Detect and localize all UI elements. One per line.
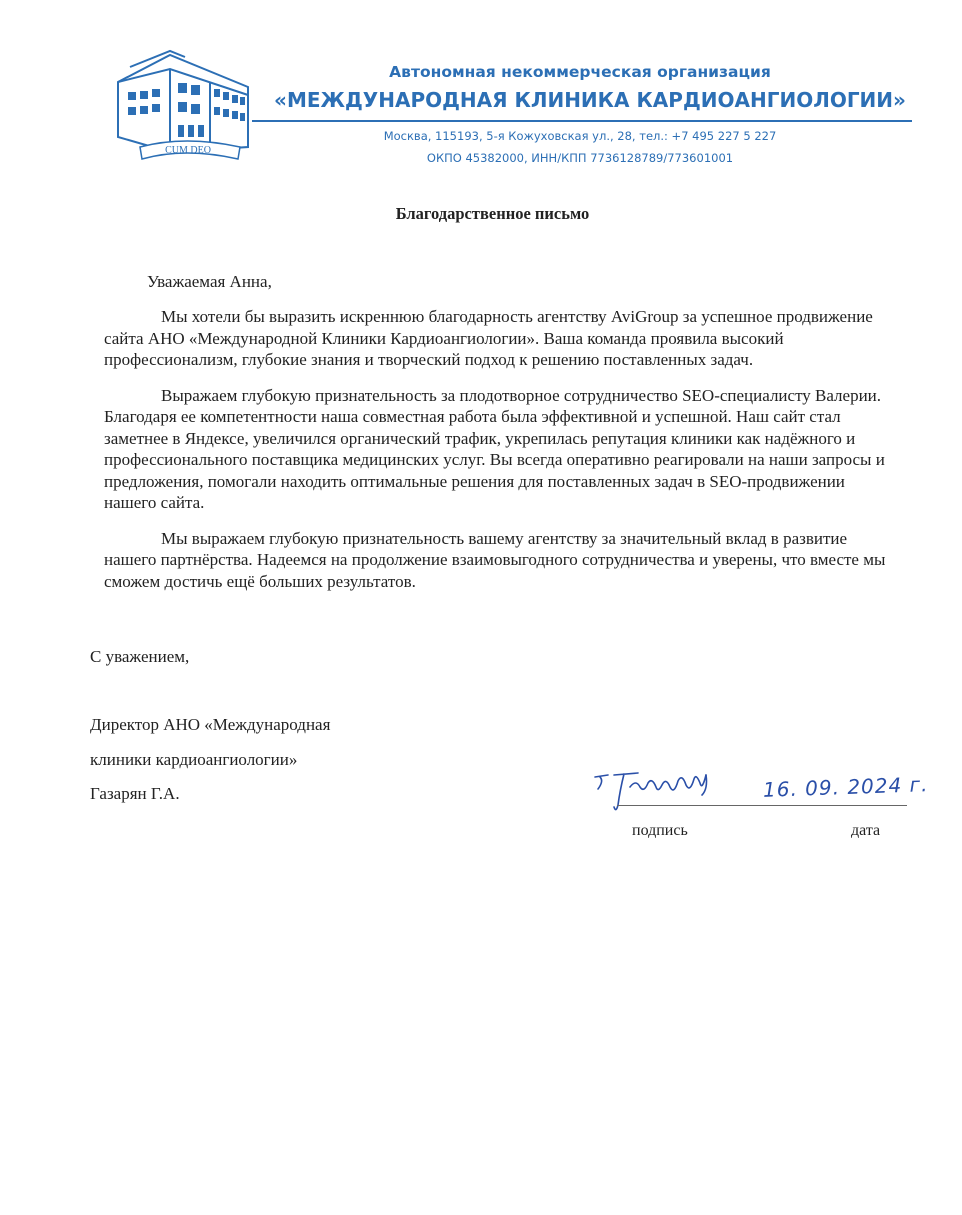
- clinic-building-logo: [110, 47, 260, 165]
- paragraph: Мы выражаем глубокую признательность вашему агентству за значительный вклад в развитие нашего партнёрства. Надеемся на продолжение взаимовыгодного сотрудничества и уверены, что вместе мы сможем достичь ещё больших результатов.: [104, 528, 886, 591]
- signatory-position-line1: Директор АНО «Международная: [90, 714, 331, 734]
- signature-line: [617, 805, 907, 806]
- closing: С уважением,: [90, 647, 190, 666]
- signatory-position-line2: клиники кардиоангиологии»: [90, 750, 298, 769]
- date-label: дата: [851, 822, 881, 839]
- logo-motto: CUM DEO: [165, 145, 211, 156]
- signatory-name: Газарян Г.А.: [90, 783, 180, 803]
- greeting: Уважаемая Анна,: [147, 271, 272, 291]
- paragraph: Мы хотели бы выразить искреннюю благодарность агентству AviGroup за успешное продвижение сайта АНО «Международной Клиники Кардиоангиологии». Ваша команда проявила высокий профессионализм, глубокие знания и творческий подход к решению поставленных задач.: [104, 307, 873, 369]
- signature-block: [585, 765, 935, 845]
- letter-title: Благодарственное письмо: [395, 204, 590, 223]
- letterhead-divider: [252, 120, 912, 122]
- letter-body: [90, 203, 895, 804]
- handwritten-date: 16. 09. 2024 г.: [762, 772, 929, 802]
- org-requisites: ОКПО 45382000, ИНН/КПП 7736128789/773601001: [426, 151, 734, 165]
- org-type: Автономная некоммерческая организация: [389, 63, 771, 81]
- org-address: Москва, 115193, 5-я Кожуховская ул., 28, тел.: +7 495 227 5 227: [383, 129, 777, 143]
- signature-label: подпись: [632, 822, 688, 839]
- paragraph: Выражаем глубокую признательность за плодотворное сотрудничество SEO-специалисту Валерии. Благодаря ее компетентности наша совместная работа была эффективной и успешной. Наш сайт стал заметнее в Яндексе, увеличился органический трафик, укрепилась репутация клиники как надёжного и профессионального поставщика медицинских услуг. Вы всегда оперативно реагировали на наши запросы и предложения, помогали находить оптимальные решения для поставленных задач в SEO-продвижении нашего сайта.: [104, 385, 885, 512]
- org-name: «МЕЖДУНАРОДНАЯ КЛИНИКА КАРДИОАНГИОЛОГИИ»: [274, 88, 906, 112]
- handwritten-signature: [590, 765, 730, 815]
